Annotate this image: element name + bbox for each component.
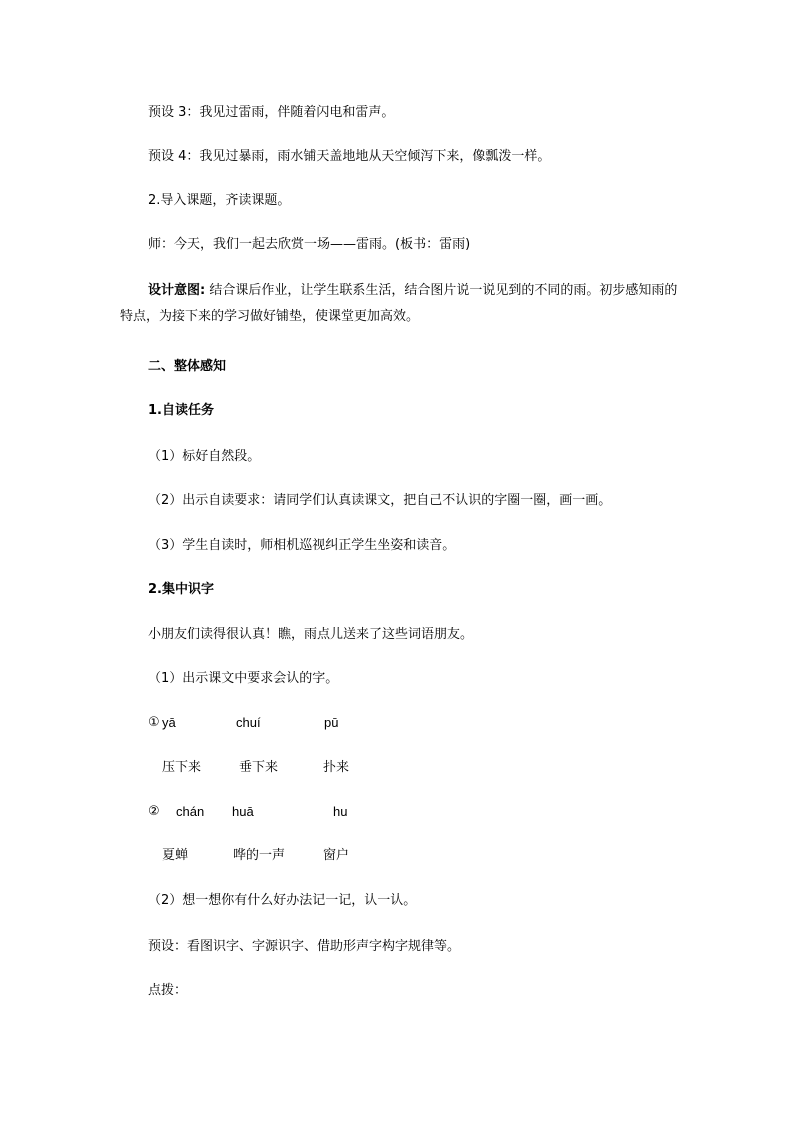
word-pu-lai: 扑来: [323, 760, 350, 775]
pinyin-chui: chuí: [236, 715, 261, 730]
hint-line: 点拨：: [148, 983, 188, 998]
show-characters-line: （1）出示课文中要求会认的字。: [148, 671, 339, 686]
pinyin-hu: hu: [333, 804, 348, 819]
word-ya-xia-lai: 压下来: [162, 760, 202, 775]
step-2-import-title: 2.导入课题，齐读课题。: [148, 193, 291, 208]
word-chui-xia-lai: 垂下来: [239, 760, 279, 775]
task-item-2: （2）出示自读要求：请同学们认真读课文，把自己不认识的字圈一圈，画一画。: [148, 493, 612, 508]
design-intent-paragraph: [120, 278, 680, 330]
group-2-marker: ②: [148, 804, 160, 819]
task-item-3: （3）学生自读时，师相机巡视纠正学生坐姿和读音。: [148, 538, 456, 553]
subheading-self-reading-task: 1.自读任务: [148, 403, 214, 418]
word-hua-de-yi-sheng: 哗的一声: [233, 848, 286, 863]
design-intent-text: 结合课后作业，让学生联系生活，结合图片说一说见到的不同的雨。初步感知雨的特点，为接下来的学习做好铺垫，使课堂更加高效。: [120, 283, 678, 324]
task-item-1: （1）标好自然段。: [148, 449, 261, 464]
method-line: （2）想一想你有什么好办法记一记，认一认。: [148, 893, 417, 908]
pinyin-pu: pū: [324, 715, 339, 730]
pinyin-chan: chán: [176, 804, 205, 819]
pinyin-ya: yā: [162, 715, 176, 730]
teacher-line: 师：今天，我们一起去欣赏一场——雷雨。(板书：雷雨): [148, 237, 471, 252]
preset-4-line: 预设 4：我见过暴雨，雨水铺天盖地地从天空倾泻下来，像瓢泼一样。: [148, 149, 551, 164]
preset-line: 预设：看图识字、字源识字、借助形声字构字规律等。: [148, 939, 461, 954]
word-chuang-hu: 窗户: [323, 848, 350, 863]
word-xia-chan: 夏蝉: [162, 848, 189, 863]
subheading-character-recognition: 2.集中识字: [148, 582, 214, 597]
preset-3-line: 预设 3：我见过雷雨，伴随着闪电和雷声。: [148, 105, 395, 120]
design-intent-label: 设计意图:: [148, 283, 206, 298]
pinyin-hua: huā: [232, 804, 254, 819]
section-heading-overall-perception: 二、整体感知: [148, 359, 227, 374]
intro-line: 小朋友们读得很认真！瞧，雨点儿送来了这些词语朋友。: [148, 627, 474, 642]
group-1-marker: ①: [148, 715, 160, 730]
